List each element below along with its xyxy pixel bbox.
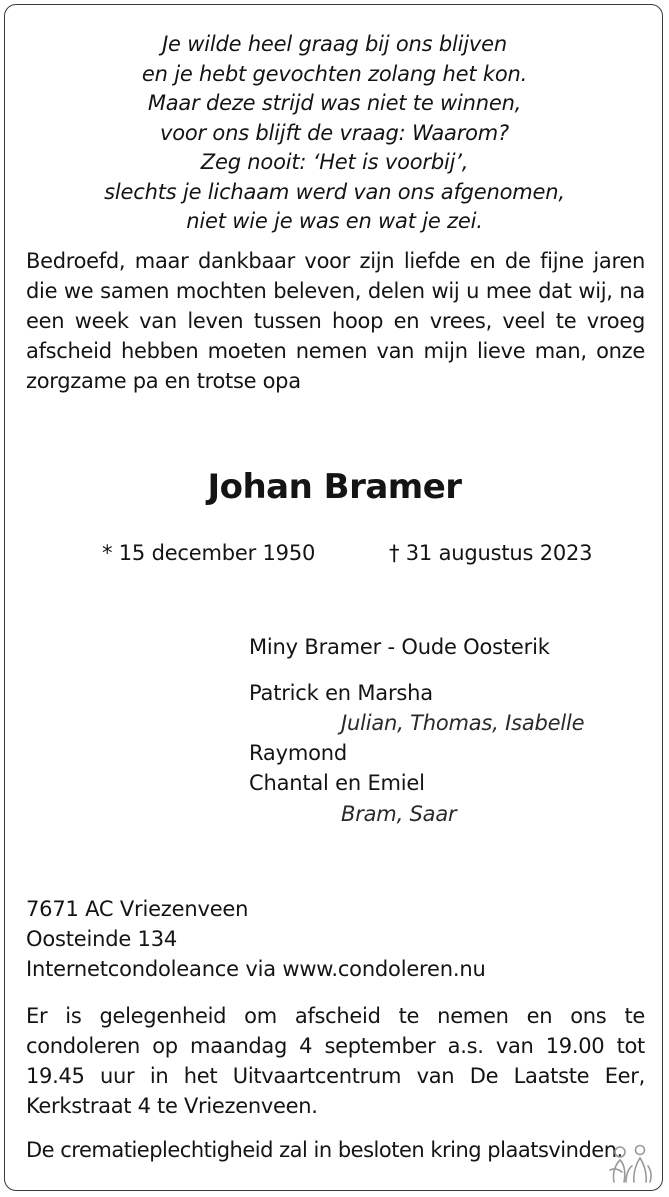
condolence-link[interactable]: Internetcondoleance via www.condoleren.nu xyxy=(26,957,486,981)
postcode-city: 7671 AC Vriezenveen xyxy=(26,897,249,921)
family-grandchildren: Julian, Thomas, Isabelle xyxy=(341,711,585,735)
poem-line: niet wie je was en wat je zei. xyxy=(186,209,483,233)
family-grandchildren: Bram, Saar xyxy=(341,802,457,826)
family-child: Chantal en Emiel xyxy=(249,771,425,795)
poem-line: Je wilde heel graag bij ons blijven xyxy=(162,32,507,56)
poem-line: Maar deze strijd was niet te winnen, xyxy=(147,91,522,115)
poem xyxy=(0,30,669,237)
poem-line: voor ons blijft de vraag: Waarom? xyxy=(160,120,509,145)
intro-text: Bedroefd, maar dankbaar voor zijn liefde en de fijne jaren die we samen mochten beleven, delen wij u mee dat wij, na een week van leven tussen hoop en vrees, veel te vroeg afscheid hebben moeten nemen van mijn lieve man, onze zorgzame pa en trotse opa xyxy=(26,249,645,393)
poem-line: slechts je lichaam werd van ons afgenomen, xyxy=(104,179,565,204)
memorial-logo-icon xyxy=(606,1142,656,1186)
deceased-name: Johan Bramer xyxy=(207,467,462,507)
visitation-info: Er is gelegenheid om afscheid te nemen en ons te condoleren op maandag 4 september a.s. van 19.00 tot 19.45 uur in het Uitvaartcentrum van De Laatste Eer, Kerkstraat 4 te Vriezenveen. xyxy=(26,1004,645,1118)
street-address: Oosteinde 134 xyxy=(26,927,178,951)
death-date: † 31 augustus 2023 xyxy=(389,541,593,565)
family-spouse: Miny Bramer - Oude Oosterik xyxy=(249,635,550,659)
poem-line: en je hebt gevochten zolang het kon. xyxy=(141,61,528,86)
poem-line: Zeg nooit: ‘Het is voorbij’, xyxy=(200,150,469,174)
family-child: Patrick en Marsha xyxy=(249,681,433,705)
family-child: Raymond xyxy=(249,741,347,765)
cremation-note: De crematieplechtigheid zal in besloten kring plaatsvinden. xyxy=(26,1138,623,1162)
birth-date: * 15 december 1950 xyxy=(102,541,316,565)
address-block xyxy=(26,894,486,984)
